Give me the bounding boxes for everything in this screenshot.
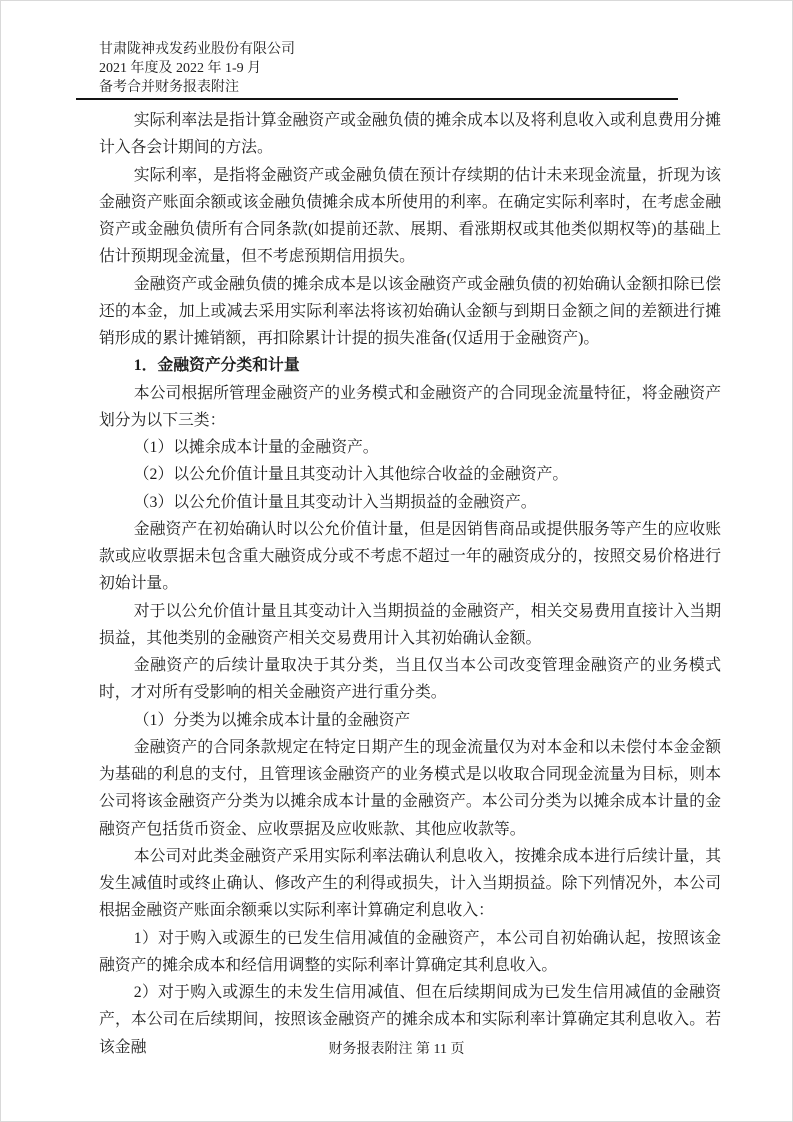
body-paragraph: （2）以公允价值计量且其变动计入其他综合收益的金融资产。	[133, 466, 569, 484]
body-paragraph: （3）以公允价值计量且其变动计入当期损益的金融资产。	[133, 493, 537, 511]
body-paragraph: 2）对于购入或源生的未发生信用减值、但在后续期间成为已发生信用减值的金融资产，本公司在后续期间，按照该金融资产的摊余成本和实际利率计算确定其利息收入。若该金融	[99, 984, 721, 1056]
body-paragraph: 对于以公允价值计量且其变动计入当期损益的金融资产，相关交易费用直接计入当期损益，其他类别的金融资产相关交易费用计入其初始确认金额。	[99, 602, 721, 647]
body-paragraph: 实际利率，是指将金融资产或金融负债在预计存续期的估计未来现金流量，折现为该金融资产账面余额或该金融负债摊余成本所使用的利率。在确定实际利率时，在考虑金融资产或金融负债所有合同条款(如提前还款、展期、看涨期权或其他类似期权等)的基础上估计预期现金流量，但不考虑预期信用损失。	[99, 166, 721, 266]
header-company-name: 甘肃陇神戎发药业股份有限公司	[99, 42, 295, 57]
body-paragraph: 本公司根据所管理金融资产的业务模式和金融资产的合同现金流量特征，将金融资产划分为以下三类：	[99, 384, 721, 429]
document-body	[99, 107, 721, 1061]
header-divider-line	[76, 98, 678, 100]
body-paragraph: 金融资产的合同条款规定在特定日期产生的现金流量仅为对本金和以未偿付本金金额为基础的利息的支付，且管理该金融资产的业务模式是以收取合同现金流量为目标，则本公司将该金融资产分类为以摊余成本计量的金融资产。本公司分类为以摊余成本计量的金融资产包括货币资金、应收票据及应收账款、其他应收款等。	[99, 738, 721, 838]
body-paragraph: 金融资产或金融负债的摊余成本是以该金融资产或金融负债的初始确认金额扣除已偿还的本金，加上或减去采用实际利率法将该初始确认金额与到期日金额之间的差额进行摊销形成的累计摊销额，再扣除累计计提的损失准备(仅适用于金融资产)。	[99, 275, 721, 347]
body-paragraph: （1）分类为以摊余成本计量的金融资产	[133, 711, 411, 729]
body-paragraph: 实际利率法是指计算金融资产或金融负债的摊余成本以及将利息收入或利息费用分摊计入各会计期间的方法。	[99, 112, 721, 157]
section-heading: 1．金融资产分类和计量	[133, 357, 300, 375]
page-footer	[1, 1041, 792, 1059]
header-doc-title: 备考合并财务报表附注	[99, 80, 239, 95]
header-report-period: 2021 年度及 2022 年 1-9 月	[99, 61, 262, 76]
body-paragraph: 金融资产在初始确认时以公允价值计量，但是因销售商品或提供服务等产生的应收账款或应收票据未包含重大融资成分或不考虑不超过一年的融资成分的，按照交易价格进行初始计量。	[99, 520, 721, 593]
body-paragraph: 金融资产的后续计量取决于其分类，当且仅当本公司改变管理金融资产的业务模式时，才对所有受影响的相关金融资产进行重分类。	[99, 657, 721, 702]
body-paragraph: （1）以摊余成本计量的金融资产。	[133, 439, 379, 456]
body-paragraph: 1）对于购入或源生的已发生信用减值的金融资产，本公司自初始确认起，按照该金融资产的摊余成本和经信用调整的实际利率计算确定其利息收入。	[99, 929, 721, 974]
page-header	[99, 40, 295, 97]
footer-page-number: 财务报表附注 第 11 页	[328, 1042, 465, 1057]
body-paragraph: 本公司对此类金融资产采用实际利率法确认利息收入，按摊余成本进行后续计量，其发生减值时或终止确认、修改产生的利得或损失，计入当期损益。除下列情况外，本公司根据金融资产账面余额乘以实际利率计算确定利息收入：	[99, 847, 721, 920]
